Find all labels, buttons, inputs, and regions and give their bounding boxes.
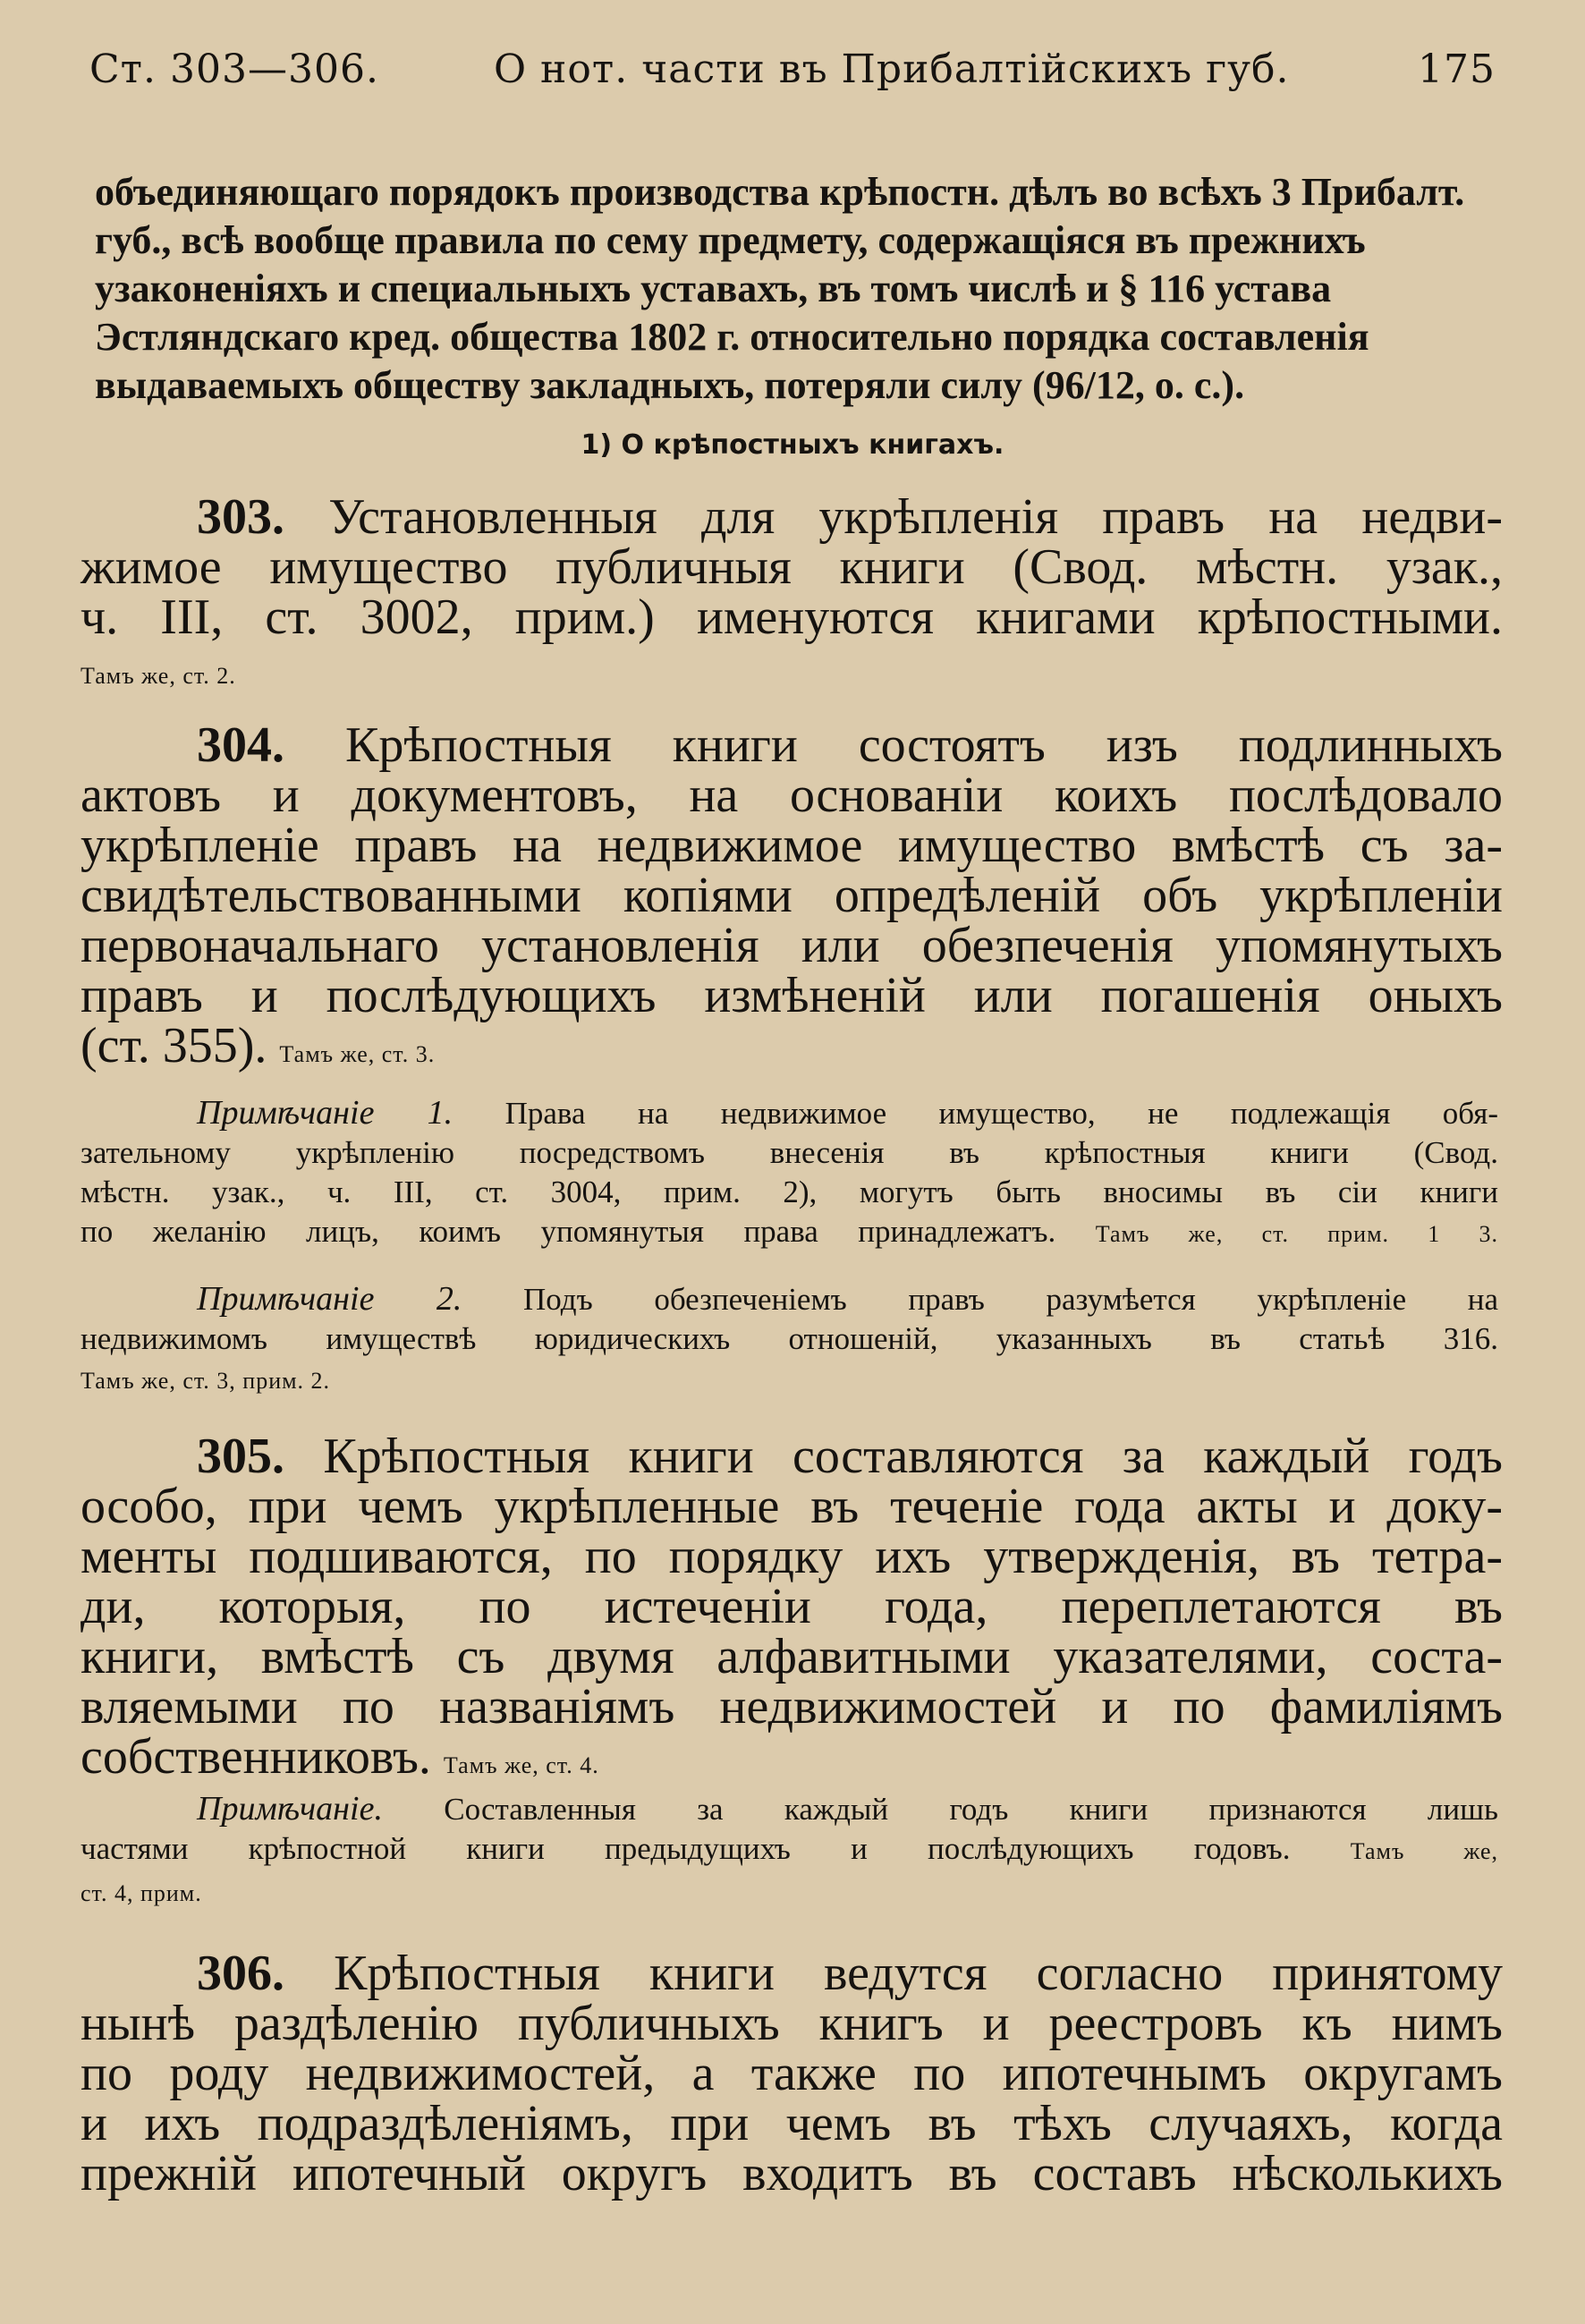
- article-line: и ихъ подраздѣленіямъ, при чемъ въ тѣхъ случаяхъ, когда: [81, 2096, 1503, 2151]
- article-line: ди, которыя, по истеченіи года, переплетаются въ: [81, 1579, 1503, 1634]
- article-line: вляемыми по названіямъ недвижимостей и по фамиліямъ: [81, 1679, 1503, 1735]
- article-line: нынѣ раздѣленію публичныхъ книгъ и реестровъ къ нимъ: [81, 1996, 1503, 2051]
- running-header: [89, 47, 1496, 104]
- article-line: менты подшиваются, по порядку ихъ утвержденія, въ тетра-: [81, 1529, 1503, 1584]
- article-line: свидѣтельствованными копіями опредѣленій объ укрѣпленіи: [81, 868, 1503, 923]
- article-number: 306.: [197, 1946, 284, 2001]
- note-line: Примѣчаніе 1. Права на недвижимое имущество, не подлежащія обя-: [197, 1094, 1498, 1132]
- intro-line: выдаваемыхъ обществу закладныхъ, потеряли силу (96/12, о. с.).: [95, 363, 1245, 407]
- article-303: [81, 489, 1504, 701]
- note-line: Примѣчаніе. Составленныя за каждый годъ книги признаются лишь: [197, 1790, 1499, 1828]
- note-line: мѣстн. узак., ч. III, ст. 3004, прим. 2), могутъ быть вносимы въ сіи книги: [81, 1175, 1498, 1209]
- note-label: Примѣчаніе.: [197, 1790, 383, 1828]
- note-source: ст. 4, прим.: [81, 1880, 202, 1906]
- article-line: укрѣпленіе правъ на недвижимое имущество вмѣстѣ съ за-: [81, 818, 1503, 873]
- article-source: Тамъ же, ст. 2.: [81, 663, 236, 689]
- page-number: 175: [1418, 47, 1496, 92]
- article-line: особо, при чемъ укрѣпленные въ теченіе года акты и доку-: [81, 1479, 1503, 1534]
- note-source: Тамъ же, ст. прим. 1 3.: [1095, 1221, 1498, 1247]
- header-article-range: Ст. 303—306.: [89, 47, 379, 92]
- article-304: [81, 717, 1503, 1080]
- article-source: Тамъ же, ст. 4.: [443, 1752, 599, 1778]
- article-line: прежній ипотечный округъ входитъ въ составъ нѣсколькихъ: [81, 2146, 1503, 2201]
- article-line: правъ и послѣдующихъ измѣненій или погашенія оныхъ: [81, 968, 1503, 1023]
- intro-line: узаконеніяхъ и специальныхъ уставахъ, въ томъ числѣ и § 116 устава: [95, 267, 1332, 310]
- intro-line: Эстляндскаго кред. общества 1802 г. относительно порядка составленія: [95, 315, 1369, 359]
- intro-line: губ., всѣ вообще правила по сему предмету, содержащіяся въ прежнихъ: [95, 218, 1366, 262]
- article-306: [81, 1948, 1503, 2199]
- header-section-title: О нот. части въ Прибалтійскихъ губ.: [494, 47, 1290, 92]
- note-line: Примѣчаніе 2. Подъ обезпеченіемъ правъ разумѣется укрѣпленіе на: [197, 1280, 1499, 1318]
- article-line: по роду недвижимостей, а также по ипотечнымъ округамъ: [81, 2046, 1503, 2101]
- article-line: жимое имущество публичныя книги (Свод. мѣстн. узак.,: [81, 539, 1503, 595]
- section-subheading: 1) О крѣпостныхъ книгахъ.: [581, 429, 1004, 461]
- note-2: [81, 1279, 1498, 1401]
- article-line: актовъ и документовъ, на основаніи коихъ послѣдовало: [81, 768, 1503, 823]
- article-305: [81, 1431, 1503, 1791]
- note-line: зательному укрѣпленію посредствомъ внесенія въ крѣпостныя книги (Свод.: [81, 1135, 1498, 1170]
- note-1: [81, 1093, 1498, 1254]
- note-line: недвижимомъ имуществѣ юридическихъ отношеній, указанныхъ въ статьѣ 316.: [81, 1321, 1498, 1356]
- note-source: Тамъ же,: [1350, 1838, 1498, 1864]
- note-line: по желанію лицъ, коимъ упомянутыя права принадлежатъ. Тамъ же, ст. прим. 1 3.: [81, 1214, 1498, 1249]
- article-line: 303. Установленныя для укрѣпленія правъ на недви-: [197, 489, 1504, 545]
- note-label: Примѣчаніе 2.: [197, 1280, 462, 1318]
- intro-paragraph: [95, 168, 1499, 410]
- note-line: частями крѣпостной книги предыдущихъ и послѣдующихъ годовъ. Тамъ же,: [81, 1831, 1498, 1866]
- article-source: Тамъ же, ст. 3.: [279, 1041, 436, 1067]
- article-line: книги, вмѣстѣ съ двумя алфавитными указателями, соста-: [81, 1629, 1503, 1684]
- article-line: собственниковъ. Тамъ же, ст. 4.: [81, 1729, 599, 1785]
- article-line: (ст. 355). Тамъ же, ст. 3.: [81, 1018, 436, 1073]
- intro-line: объединяющаго порядокъ производства крѣпостн. дѣлъ во всѣхъ 3 Прибалт.: [95, 170, 1465, 214]
- note-3: [81, 1789, 1498, 1913]
- article-line: 305. Крѣпостныя книги составляются за каждый годъ: [197, 1429, 1503, 1484]
- article-line: 306. Крѣпостныя книги ведутся согласно принятому: [197, 1946, 1504, 2001]
- note-source: Тамъ же, ст. 3, прим. 2.: [81, 1368, 331, 1394]
- article-number: 304.: [197, 717, 284, 773]
- article-line: ч. III, ст. 3002, прим.) именуются книгами крѣпостными.: [81, 589, 1503, 645]
- note-label: Примѣчаніе 1.: [197, 1094, 453, 1132]
- article-line: первоначальнаго установленія или обезпеченія упомянутыхъ: [81, 918, 1503, 973]
- article-line: 304. Крѣпостныя книги состоятъ изъ подлинныхъ: [197, 717, 1503, 773]
- article-number: 305.: [197, 1429, 284, 1484]
- article-number: 303.: [197, 489, 284, 545]
